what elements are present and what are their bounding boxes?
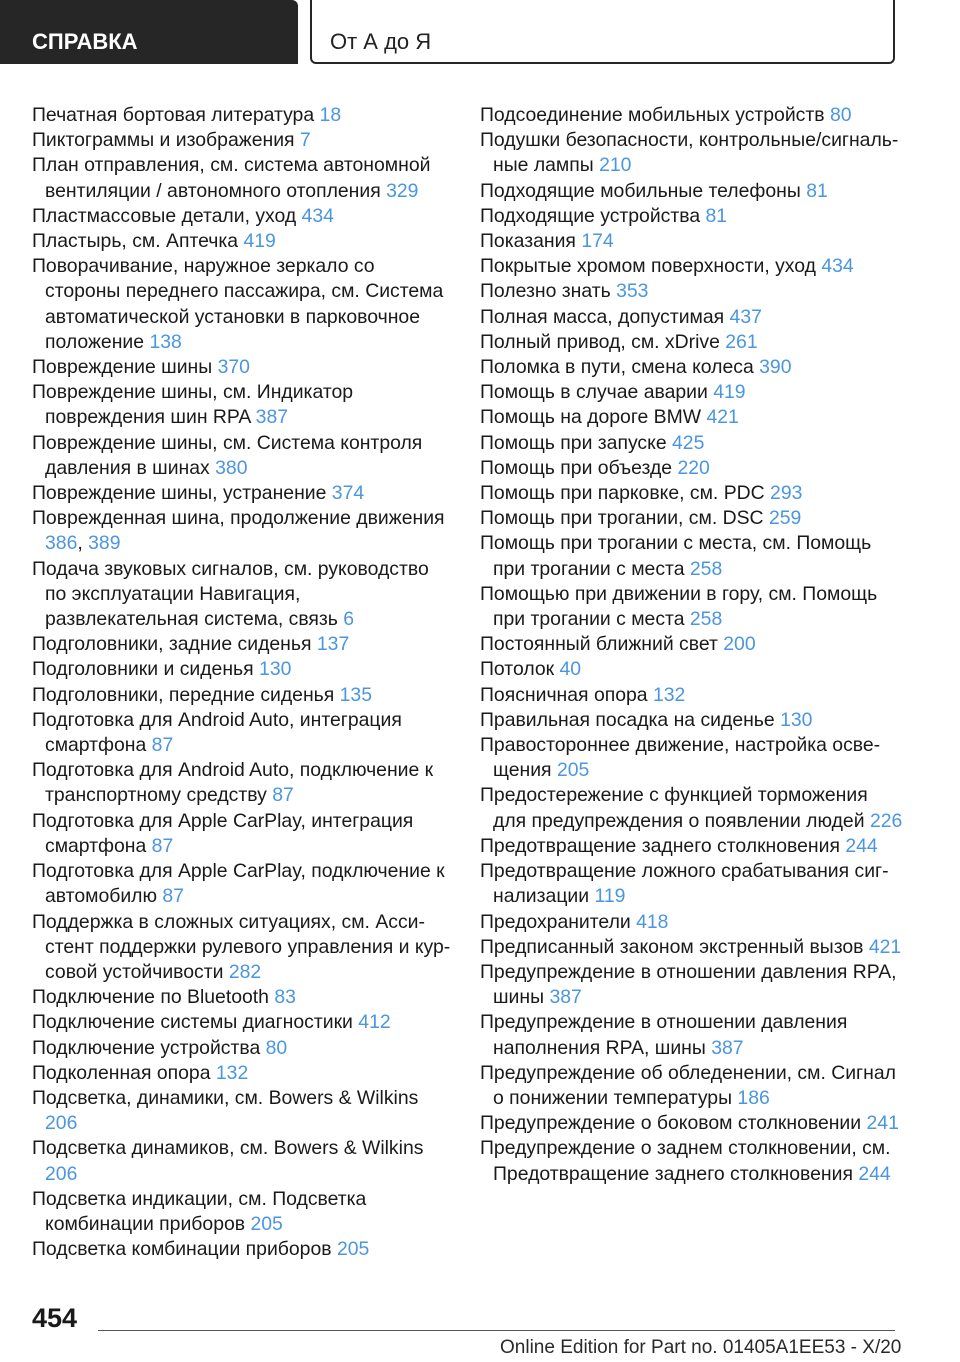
index-entry-text: Поддержка в сложных ситуациях, см. Ассистент поддержки рулевого управления и курсовой устойчивости	[32, 910, 451, 983]
index-entry	[32, 103, 452, 128]
page-link[interactable]: 259	[768, 507, 802, 530]
page-link[interactable]: 130	[780, 708, 813, 731]
index-entry	[32, 355, 452, 380]
page-link[interactable]: 425	[672, 431, 705, 454]
page-link[interactable]: 130	[259, 658, 292, 681]
index-entry	[480, 279, 905, 304]
index-entry-text: Предохранители	[480, 910, 631, 933]
index-entry-text: Помощь при трогании, см. DSC	[480, 507, 764, 530]
index-entry	[480, 1111, 905, 1136]
page-link[interactable]: 241	[866, 1112, 899, 1135]
index-entry	[32, 481, 452, 506]
index-column-left	[32, 103, 452, 1262]
index-entry	[32, 128, 452, 153]
page-link[interactable]: 206	[45, 1162, 78, 1185]
index-entry	[480, 204, 905, 229]
index-entry: Поврежденная шина, продолжение движения 386, 389	[32, 507, 445, 555]
page-link[interactable]: 434	[301, 204, 334, 227]
page-link[interactable]: 132	[215, 1061, 249, 1084]
index-entry	[480, 935, 905, 960]
page-link[interactable]: 421	[706, 406, 739, 429]
index-entry	[480, 783, 905, 833]
index-entry	[32, 1237, 452, 1262]
index-entry	[32, 1086, 452, 1136]
index-entry	[32, 557, 452, 633]
page-link[interactable]: 282	[228, 960, 262, 983]
index-entry	[480, 431, 905, 456]
index-entry	[32, 1036, 452, 1061]
page-link[interactable]: 434	[821, 255, 854, 278]
index-entry	[480, 582, 905, 632]
page-link[interactable]: 293	[770, 482, 803, 505]
index-entry-text: Помощь при объезде	[480, 456, 673, 479]
index-entry	[480, 834, 905, 859]
page-link[interactable]: 119	[594, 885, 626, 908]
index-entry-text: Помощь при запуске	[480, 431, 667, 454]
index-entry	[480, 481, 905, 506]
index-entry-text: Предотвращение ложного срабатывания сигнализации	[480, 860, 889, 908]
index-entry	[480, 531, 905, 581]
index-entry	[480, 1061, 905, 1111]
page-link[interactable]: 380	[215, 456, 248, 479]
page-link[interactable]: 81	[705, 204, 728, 227]
index-entry	[480, 229, 905, 254]
page-link[interactable]: 387	[549, 986, 582, 1009]
index-entry	[480, 405, 905, 430]
page-link[interactable]: 258	[689, 608, 723, 631]
index-entry-text: Подсветка комбинации приборов	[32, 1238, 332, 1261]
index-entry-text: Подключение устройства	[32, 1036, 261, 1059]
index-entry	[480, 355, 905, 380]
page-link[interactable]: 353	[616, 280, 649, 303]
index-entry-text: Предупреждение о заднем столкновении, см. Предотвращение заднего столкновения	[480, 1137, 891, 1185]
index-entry	[480, 657, 905, 682]
index-entry-text: Подсветка индикации, см. Подсветка комбинации приборов	[32, 1187, 367, 1235]
index-entry-text: Подсоединение мобильных устройств	[480, 104, 825, 126]
page-link[interactable]: 87	[162, 885, 184, 908]
index-entry-text: Правильная посадка на сиденье	[480, 708, 775, 731]
index-entry-text: Подколенная опора	[32, 1061, 211, 1084]
page-link[interactable]: 174	[581, 230, 614, 253]
index-entry-text: Повреждение шины, см. Система контроля давления в шинах	[32, 431, 423, 479]
index-entry	[480, 305, 905, 330]
page-link[interactable]: 87	[151, 734, 174, 757]
index-entry	[32, 683, 452, 708]
index-entry-text: Потолок	[480, 658, 555, 681]
index-entry	[480, 683, 905, 708]
index-entry	[32, 229, 452, 254]
page-link[interactable]: 210	[599, 154, 632, 177]
index-entry	[480, 330, 905, 355]
index-column-right	[480, 103, 905, 1187]
index-entry	[480, 1010, 905, 1060]
page-header	[0, 0, 960, 66]
index-entry	[480, 506, 905, 531]
page-link[interactable]: 200	[723, 633, 756, 656]
page-link[interactable]: 226	[869, 809, 903, 832]
page-link[interactable]: 386	[45, 532, 78, 555]
page-link[interactable]: 83	[274, 986, 296, 1009]
index-entry-text: Повреждение шины, см. Индикатор повреждения шин RPA	[32, 381, 354, 429]
index-entry-text: Подключение по Bluetooth	[32, 986, 269, 1009]
index-entry-text: Подсветка динамиков, см. Bowers & Wilkins	[32, 1137, 424, 1160]
page-link[interactable]: 135	[339, 683, 372, 706]
page-link[interactable]: 205	[556, 759, 590, 782]
subsection-tab: От А до Я	[310, 0, 895, 64]
index-entry-text: Подходящие мобильные телефоны	[480, 179, 801, 202]
page-link[interactable]: 258	[689, 557, 723, 580]
index-entry	[32, 985, 452, 1010]
page-link[interactable]: 329	[386, 179, 419, 202]
index-entry	[480, 1136, 905, 1186]
page-link[interactable]: 7	[299, 129, 311, 152]
index-entry-text: Предупреждение о боковом столкновении	[480, 1112, 862, 1135]
page-link[interactable]: 244	[858, 1162, 891, 1185]
section-tab: СПРАВКА	[0, 0, 298, 64]
page-link[interactable]: 244	[845, 834, 878, 857]
page-link[interactable]: 261	[725, 330, 758, 353]
page-link[interactable]: 6	[343, 608, 355, 631]
index-entry-text: Поврежденная шина, продолжение движения	[32, 507, 445, 530]
index-entry-text: Полезно знать	[480, 280, 611, 303]
index-entry	[32, 254, 452, 355]
index-entry	[32, 910, 452, 986]
index-entry-text: Помощью при движении в гору, см. Помощь при трогании с места	[480, 582, 878, 631]
index-entry	[32, 204, 452, 229]
index-entry	[32, 859, 452, 909]
index-entry-text: Предписанный законом экстренный вызов	[480, 935, 864, 958]
index-entry-text: Предупреждение в отношении давления наполнения RPA, шины	[480, 1011, 848, 1059]
page-link[interactable]: 205	[336, 1238, 370, 1261]
index-entry-text: Подготовка для Apple CarPlay, подключение к автомобилю	[32, 860, 445, 908]
index-entry-text: Предупреждение об обледенении, см. Сигнал о понижении температуры	[480, 1061, 896, 1109]
index-entry	[32, 708, 452, 758]
page-link[interactable]: 387	[711, 1036, 744, 1059]
index-entry	[480, 632, 905, 657]
page-link[interactable]: 418	[636, 910, 669, 933]
page-link[interactable]: 205	[250, 1212, 283, 1235]
page-link[interactable]: 437	[729, 305, 762, 328]
index-entry-text: Постоянный ближний свет	[480, 633, 718, 656]
index-entry	[32, 431, 452, 481]
page-link[interactable]: 87	[272, 784, 294, 807]
index-entry	[480, 103, 905, 128]
index-entry	[32, 809, 452, 859]
index-entry-text: Помощь на дороге BMW	[480, 406, 702, 429]
page-link[interactable]: 87	[151, 834, 174, 857]
page-link[interactable]: 80	[265, 1036, 288, 1059]
index-entry-text: Подсветка, динамики, см. Bowers & Wilkins	[32, 1086, 419, 1109]
index-entry	[480, 859, 905, 909]
index-entry-text: Подготовка для Android Auto, подключение к транспортному средству	[32, 759, 434, 807]
index-entry	[480, 380, 905, 405]
page-link[interactable]: 18	[319, 104, 342, 126]
footer-divider	[98, 1330, 895, 1331]
index-entry-text: Повреждение шины, устранение	[32, 482, 327, 505]
index-entry-text: Покрытые хромом поверхности, уход	[480, 255, 816, 278]
index-entry-text: Печатная бортовая литература	[32, 104, 315, 126]
index-entry-text: Подключение системы диагностики	[32, 1011, 353, 1034]
page-link[interactable]: 137	[316, 633, 350, 656]
index-entry	[32, 758, 452, 808]
index-entry-text: Подготовка для Apple CarPlay, интеграция смартфона	[32, 809, 414, 857]
index-entry-text: Правостороннее движение, настройка освещения	[480, 734, 881, 782]
page-link[interactable]: 206	[45, 1112, 78, 1135]
page-number: 454	[32, 1303, 78, 1333]
index-entry	[480, 708, 905, 733]
page-link[interactable]: 220	[677, 456, 710, 479]
index-entry-text: Предотвращение заднего столкновения	[480, 834, 840, 857]
page-link[interactable]: 81	[806, 179, 828, 202]
index-entry	[32, 1187, 452, 1237]
index-entry	[480, 910, 905, 935]
page-link[interactable]: 389	[88, 532, 121, 555]
index-entry-text: Поломка в пути, смена колеса	[480, 356, 754, 379]
footer-edition: Online Edition for Part no. 01405A1EE53 - X/20	[500, 1337, 902, 1358]
index-entry-text: Подача звуковых сигналов, см. руководство по эксплуатации Навигация, развлекательная система, связь	[32, 557, 429, 631]
index-entry	[32, 153, 452, 203]
index-entry	[480, 960, 905, 1010]
index-entry-text: Поясничная опора	[480, 683, 648, 706]
index-entry-text: Поворачивание, наружное зеркало со стороны переднего пассажира, см. Система автоматической установки в парковочное положение	[32, 255, 444, 353]
page-link[interactable]: 186	[737, 1086, 770, 1109]
page-link[interactable]: 412	[358, 1011, 391, 1034]
page-link[interactable]: 40	[559, 658, 582, 681]
index-entry-text: План отправления, см. система автономной вентиляции / автономного отопления	[32, 154, 431, 202]
index-entry-text: Помощь при трогании с места, см. Помощь при трогании с места	[480, 532, 872, 580]
index-entry	[480, 456, 905, 481]
index-entry-text: Пиктограммы и изображения	[32, 129, 295, 152]
index-entry-text: Помощь при парковке, см. PDC	[480, 482, 765, 505]
index-entry	[32, 1136, 452, 1186]
index-entry-text: Подходящие устройства	[480, 204, 701, 227]
index-entry-text: Предупреждение в отношении давления RPA, шины	[480, 960, 897, 1009]
page-link[interactable]: 132	[652, 683, 686, 706]
index-entry-text: Пластырь, см. Аптечка	[32, 230, 239, 253]
index-entry-text: Полный привод, см. xDrive	[480, 330, 720, 353]
page-link[interactable]: 421	[868, 935, 902, 958]
index-entry-text: Подголовники и сиденья	[32, 658, 254, 681]
index-entry-text: Помощь в случае аварии	[480, 381, 708, 404]
page-link[interactable]: 80	[829, 104, 852, 126]
page-link[interactable]: 138	[149, 330, 182, 353]
index-entry-text: Подголовники, передние сиденья	[32, 683, 335, 706]
index-entry-text: Подушки безопасности, контрольные/сигнальные лампы	[480, 129, 899, 177]
page-link[interactable]: 390	[759, 356, 792, 379]
index-entry	[480, 179, 905, 204]
index-entry-text: Повреждение шины	[32, 356, 213, 379]
index-entry	[32, 657, 452, 682]
page-link[interactable]: 419	[243, 230, 276, 253]
index-entry-text: Предостережение с функцией торможения для предупреждения о появлении людей	[480, 784, 868, 832]
index-entry	[32, 1010, 452, 1035]
index-entry-text: Показания	[480, 230, 576, 253]
page-link[interactable]: 370	[217, 356, 250, 379]
page-link[interactable]: 374	[331, 482, 365, 505]
index-entry-text: Подготовка для Android Auto, интеграция смартфона	[32, 708, 402, 757]
index-entry	[32, 1061, 452, 1086]
page-link[interactable]: 419	[713, 381, 746, 404]
index-entry	[480, 733, 905, 783]
index-entry	[480, 254, 905, 279]
page-link[interactable]: 387	[255, 406, 289, 429]
index-entry-text: Полная масса, допустимая	[480, 305, 725, 328]
index-entry	[480, 128, 905, 178]
index-entry	[32, 632, 452, 657]
index-entry	[32, 380, 452, 430]
index-entry-text: Подголовники, задние сиденья	[32, 633, 312, 656]
index-entry-text: Пластмассовые детали, уход	[32, 204, 297, 227]
